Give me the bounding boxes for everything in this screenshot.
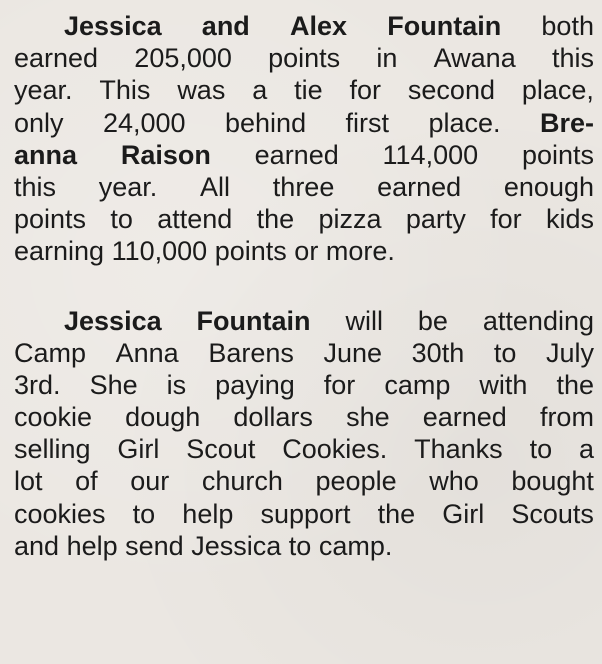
word: she (346, 402, 390, 433)
word: 24,000 (102, 107, 186, 138)
word: All (200, 171, 231, 202)
word: Thanks (414, 434, 503, 465)
article-body (14, 10, 594, 562)
word: party (405, 204, 466, 235)
word: in (376, 43, 398, 74)
text-line (14, 305, 594, 337)
word: Barens (208, 337, 294, 368)
word: Anna (115, 337, 179, 368)
word: tie (294, 75, 323, 106)
word: and (14, 530, 60, 561)
text-line (14, 107, 594, 139)
word: of (75, 466, 98, 497)
word: the (256, 204, 295, 235)
text-line (14, 171, 594, 203)
word: from (539, 402, 594, 433)
word: Scout (186, 434, 256, 465)
word: 110,000 (111, 236, 208, 267)
text-line (14, 235, 594, 267)
text-line (14, 337, 594, 369)
word: behind (225, 107, 307, 138)
word: 205,000 (134, 43, 232, 74)
bold-word: Fountain (196, 305, 311, 336)
word: to (110, 204, 133, 235)
word: July (545, 337, 594, 368)
word: to (288, 530, 312, 561)
text-line (14, 498, 594, 530)
paragraph-spacer (14, 268, 594, 305)
word: year. (98, 171, 158, 202)
word: only (14, 107, 64, 138)
word: to (529, 434, 553, 465)
word: the (556, 369, 594, 400)
word: the (377, 498, 416, 529)
word: help (182, 498, 234, 529)
text-line (14, 433, 594, 465)
word: 30th (411, 337, 465, 368)
word: second (407, 75, 495, 106)
word: Girl (442, 498, 485, 529)
word: for (349, 75, 382, 106)
text-line (14, 401, 594, 433)
word: attending (482, 305, 594, 336)
word: earned (14, 43, 99, 74)
word: more. (325, 236, 395, 267)
word: our (130, 466, 170, 497)
bold-word: Fountain (387, 11, 502, 41)
word: 3rd. (14, 369, 61, 400)
word: selling (14, 434, 91, 465)
word: camp. (318, 530, 393, 561)
word: enough (503, 171, 594, 202)
word: this (551, 43, 594, 74)
text-line (14, 139, 594, 171)
word: dollars (233, 402, 313, 433)
bold-word: anna (14, 139, 78, 170)
paragraph-camp-anna-barens (14, 305, 594, 563)
bold-word: Jessica (64, 11, 162, 41)
word: year. (14, 75, 73, 106)
word: who (429, 466, 479, 497)
word: place. (428, 107, 501, 138)
word: cookies (14, 498, 106, 529)
word: send (125, 530, 184, 561)
word: help (66, 530, 118, 561)
word: Girl (117, 434, 160, 465)
word: Cookies. (282, 434, 388, 465)
word: be (417, 305, 448, 336)
paragraph-awana-points (14, 10, 594, 268)
word: Awana (433, 43, 516, 74)
word: place, (521, 75, 594, 106)
text-line (14, 42, 594, 74)
word: three (272, 171, 335, 202)
word: points (521, 139, 594, 170)
word: for (490, 204, 522, 235)
bold-word: Alex (290, 11, 348, 41)
bold-word: Bre- (539, 107, 594, 138)
word: June (323, 337, 383, 368)
text-line (14, 203, 594, 235)
word: paying (215, 369, 295, 400)
bold-word: and (201, 11, 250, 41)
word: kids (545, 204, 594, 235)
word: dough (125, 402, 201, 433)
word: She (89, 369, 138, 400)
text-line (14, 465, 594, 497)
text-line (14, 74, 594, 106)
word: this (14, 171, 57, 202)
word: to (132, 498, 156, 529)
word: church (201, 466, 283, 497)
word: points (214, 236, 287, 267)
word: lot (14, 466, 43, 497)
word: earned (377, 171, 462, 202)
bold-word: Jessica (64, 305, 162, 336)
word: camp (384, 369, 451, 400)
word: with (479, 369, 528, 400)
word: points (14, 204, 87, 235)
word: support (260, 498, 351, 529)
word: attend (157, 204, 233, 235)
word: 114,000 (382, 139, 479, 170)
word: was (177, 75, 226, 106)
word: bought (511, 466, 594, 497)
word: pizza (318, 204, 382, 235)
word: earned (254, 139, 339, 170)
word: Scouts (511, 498, 594, 529)
text-line (14, 530, 594, 562)
word: a (578, 434, 594, 465)
word: earned (422, 402, 507, 433)
word: This (99, 75, 151, 106)
bold-word: Raison (120, 139, 211, 170)
word: or (294, 236, 319, 267)
word: both (541, 11, 594, 41)
word: earning (14, 236, 105, 267)
text-line (14, 10, 594, 42)
word: for (323, 369, 356, 400)
word: a (252, 75, 268, 106)
word: is (166, 369, 187, 400)
word: points (268, 43, 341, 74)
word: to (493, 337, 517, 368)
text-line (14, 369, 594, 401)
word: people (315, 466, 397, 497)
word: will (345, 305, 383, 336)
word: Camp (14, 337, 87, 368)
word: cookie (14, 402, 93, 433)
word: Jessica (191, 530, 282, 561)
word: first (345, 107, 390, 138)
